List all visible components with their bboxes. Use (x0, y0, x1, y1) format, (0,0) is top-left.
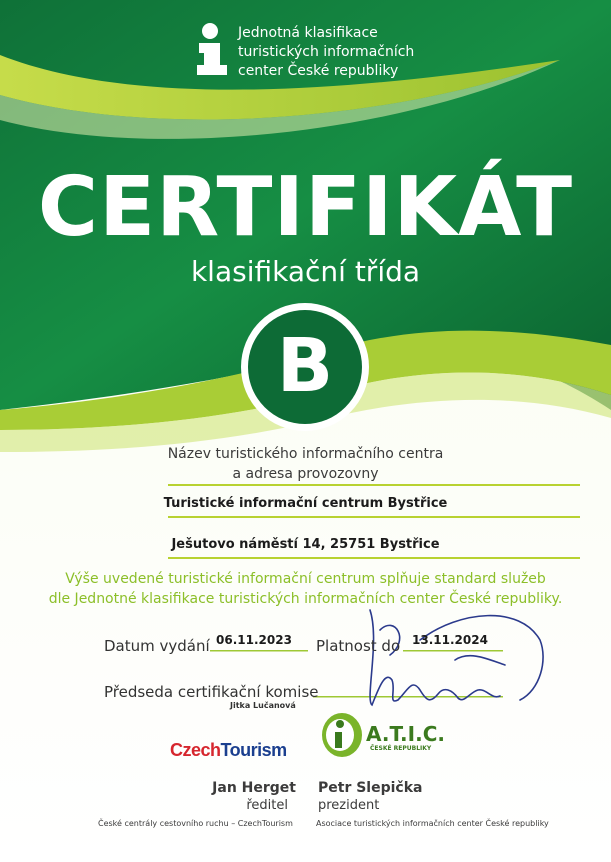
signatory-2-role: prezident (318, 798, 380, 813)
statement-line-2: dle Jednotné klasifikace turistických informačních center České republiky. (48, 591, 563, 607)
validity-label: Platnost do (316, 637, 401, 655)
certificate-title: CERTIFIKÁT (37, 160, 574, 255)
validity-date-value: 13.11.2024 (412, 633, 488, 647)
signatory-1-name: Jan Herget (212, 780, 296, 796)
center-name: Turistické informační centrum Bystřice (163, 496, 448, 511)
header-organization (238, 24, 414, 81)
signatory-2-name: Petr Slepička (318, 780, 423, 796)
czechtourism-logo-part2: Tourism (220, 740, 287, 760)
atic-logo-text: A.T.I.C. (366, 722, 445, 746)
signatory-2-organization: Asociace turistických informačních center České republiky (316, 819, 549, 828)
center-label (0, 444, 611, 484)
classification-letter: B (276, 323, 334, 409)
signatory-1-organization: České centrály cestovního ruchu – CzechTourism (98, 819, 293, 828)
atic-logo-subtext: ČESKÉ REPUBLIKY (370, 745, 432, 752)
chair-label: Předseda certifikační komise (104, 683, 319, 701)
chair-name: Jitka Lučanová (230, 701, 296, 710)
czechtourism-logo-part1: Czech (170, 740, 221, 760)
issue-date-label: Datum vydání (104, 637, 210, 655)
center-label-line-2: a adresa provozovny (232, 466, 379, 482)
statement (0, 569, 611, 609)
header-line-2: turistických informačních (238, 44, 415, 60)
czechtourism-logo (170, 740, 287, 761)
atic-i-icon (322, 713, 362, 757)
signatory-1-role: ředitel (246, 798, 288, 813)
issue-date-value: 06.11.2023 (216, 633, 292, 647)
statement-line-1: Výše uvedené turistické informační centrum splňuje standard služeb (65, 571, 546, 587)
header-line-1: Jednotná klasifikace (238, 25, 378, 41)
center-address: Ješutovo náměstí 14, 25751 Bystřice (171, 537, 440, 552)
center-label-line-1: Název turistického informačního centra (167, 446, 444, 462)
header-line-3: center České republiky (238, 63, 399, 79)
certificate-subtitle: klasifikační třída (190, 255, 421, 288)
